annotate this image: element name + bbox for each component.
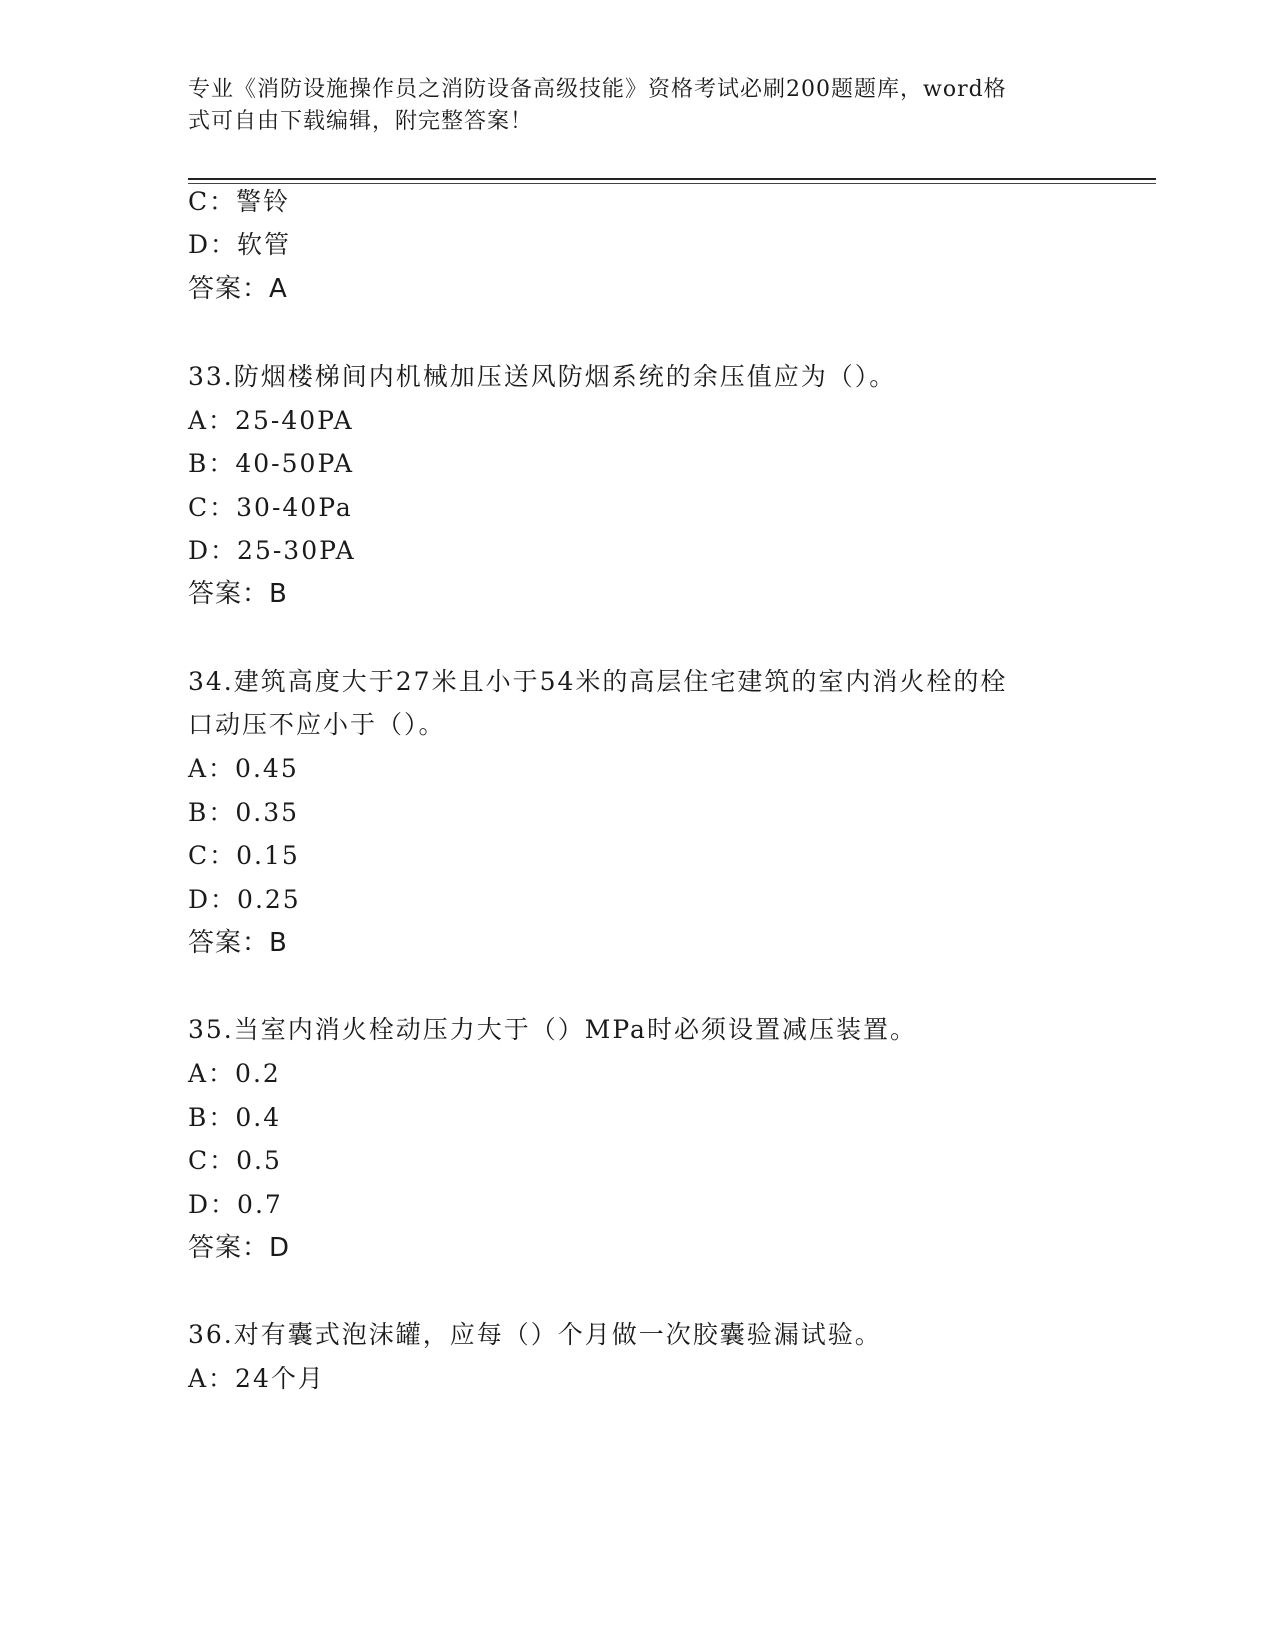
answer-label: 答案：D [188,1233,291,1263]
option-a: A：0.2 [188,1059,281,1088]
option-d: D：0.7 [188,1190,283,1219]
option-c: C：0.5 [188,1146,282,1175]
question-stem: 34.建筑高度大于27米且小于54米的高层住宅建筑的室内消火栓的栓 [188,667,1008,696]
document-header [188,74,1068,138]
answer-label: 答案：A [188,274,288,304]
option-d: D：0.25 [188,885,301,914]
option-c: C：警铃 [188,187,291,216]
header-divider-thick [188,178,1156,180]
answer-label: 答案：B [188,579,288,609]
question-stem: 33.防烟楼梯间内机械加压送风防烟系统的余压值应为（）。 [188,362,897,391]
header-line-1: 专业《消防设施操作员之消防设备高级技能》资格考试必刷200题题库，word格 [188,77,1007,102]
option-a: A：0.45 [188,754,299,783]
option-b: B：0.35 [188,798,300,827]
option-b: B：40-50PA [188,449,355,478]
header-divider-thin [188,183,1156,184]
option-a: A：24个月 [188,1364,325,1393]
option-d: D：25-30PA [188,536,356,565]
question-stem-continued: 口动压不应小于（）。 [188,710,446,739]
option-b: B：0.4 [188,1103,282,1132]
answer-label: 答案：B [188,928,288,958]
header-line-2: 式可自由下载编辑，附完整答案！ [188,109,534,134]
question-stem: 35.当室内消火栓动压力大于（）MPa时必须设置减压装置。 [188,1015,917,1044]
option-d: D：软管 [188,230,292,259]
question-stem: 36.对有囊式泡沫罐，应每（）个月做一次胶囊验漏试验。 [188,1320,882,1349]
option-c: C：30-40Pa [188,493,353,522]
option-c: C：0.15 [188,841,300,870]
option-a: A：25-40PA [188,406,354,435]
